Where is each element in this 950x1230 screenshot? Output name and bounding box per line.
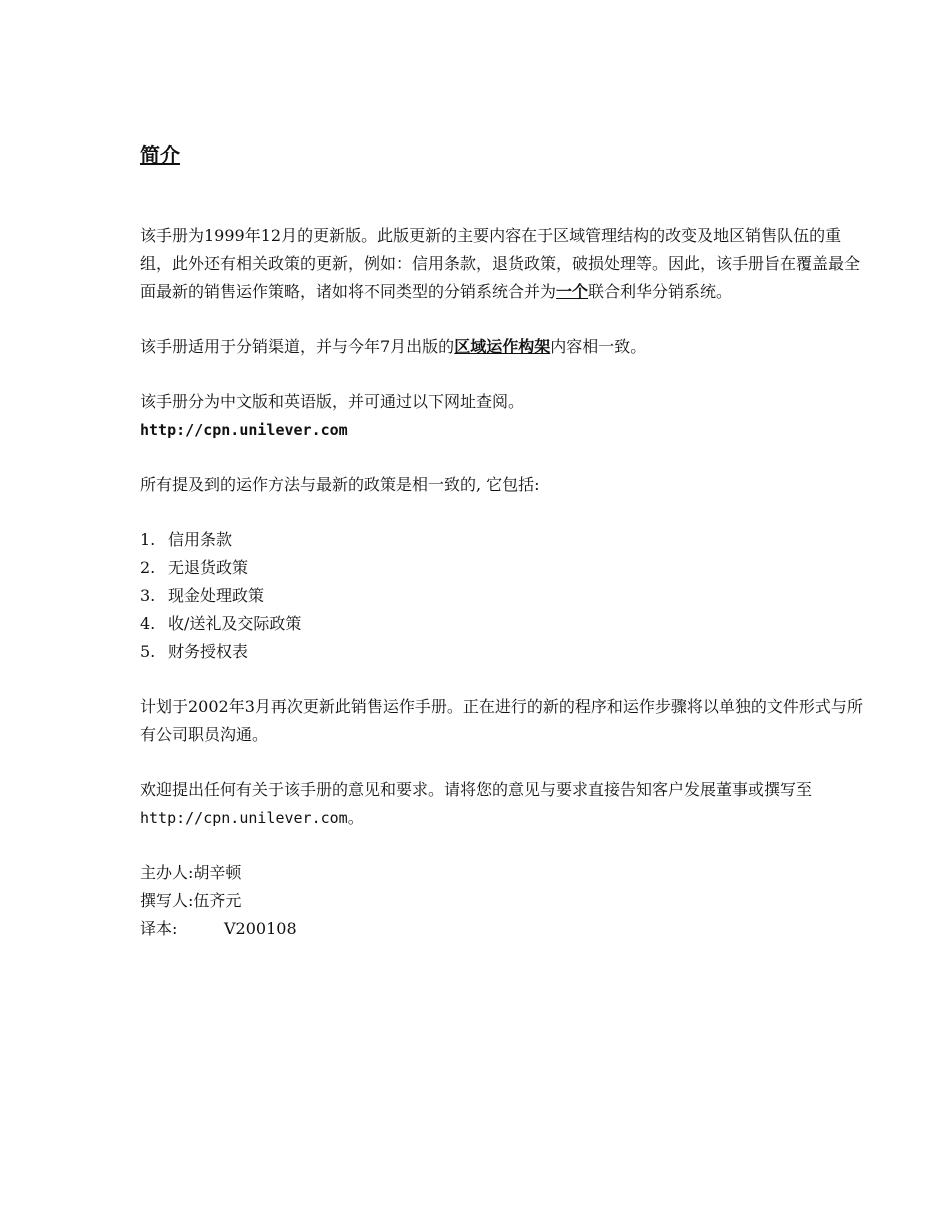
scope-paragraph <box>140 333 865 361</box>
list-item-number: 4. <box>140 614 156 633</box>
list-item-label: 收/送礼及交际政策 <box>168 614 302 633</box>
writer-line <box>140 887 865 915</box>
feedback-text: 欢迎提出任何有关于该手册的意见和要求。请将您的意见与要求直接告知客户发展董事或撰写至 <box>140 780 813 799</box>
update-plan-paragraph: 计划于2002年3月再次更新此销售运作手册。正在进行的新的程序和运作步骤将以单独的文件形式与所有公司职员沟通。 <box>140 697 863 744</box>
intro-text-end: 联合利华分销系统。 <box>588 282 733 301</box>
list-item-number: 3. <box>140 586 156 605</box>
feedback-paragraph <box>140 776 865 832</box>
list-item-label: 无退货政策 <box>168 558 249 577</box>
sponsor-label: 主办人: <box>140 863 194 882</box>
policy-list <box>140 526 865 666</box>
list-item-number: 5. <box>140 642 156 661</box>
list-item <box>140 554 865 582</box>
regional-framework-link[interactable]: 区域运作构架 <box>454 337 551 356</box>
intro-text: 该手册为1999年12月的更新版。此版更新的主要内容在于区域管理结构的改变及地区销售队伍的重组，此外还有相关政策的更新，例如：信用条款，退货政策，破损处理等。因此，该手册旨在覆盖最全面最新的销售运作策略，诸如将不同类型的分销系统合并为 <box>140 226 861 301</box>
sponsor-line <box>140 859 865 887</box>
page-title: 简介 <box>140 143 180 167</box>
list-item-label: 信用条款 <box>168 530 233 549</box>
sponsor-name: 胡辛顿 <box>193 863 242 882</box>
list-item <box>140 526 865 554</box>
scope-text: 该手册适用于分销渠道，并与今年7月出版的 <box>140 337 455 356</box>
feedback-text-end: 。 <box>347 808 364 827</box>
list-item <box>140 638 865 666</box>
list-item <box>140 582 865 610</box>
writer-label: 撰写人: <box>140 891 194 910</box>
intro-paragraph <box>140 222 865 306</box>
version-value: V200108 <box>224 919 297 938</box>
access-paragraph <box>140 388 865 444</box>
access-text: 该手册分为中文版和英语版，并可通过以下网址查阅。 <box>140 392 525 411</box>
website-link[interactable]: http://cpn.unilever.com <box>140 421 348 439</box>
list-item-label: 现金处理政策 <box>168 586 265 605</box>
scope-text-end: 内容相一致。 <box>550 337 647 356</box>
document-meta <box>140 859 865 943</box>
document-page <box>140 138 865 943</box>
writer-name: 伍齐元 <box>193 891 242 910</box>
list-item-number: 1. <box>140 530 156 549</box>
list-item-number: 2. <box>140 558 156 577</box>
version-line <box>140 915 865 943</box>
feedback-website-link[interactable]: http://cpn.unilever.com <box>140 809 348 827</box>
list-item-label: 财务授权表 <box>168 642 249 661</box>
version-label: 译本: <box>140 919 178 938</box>
list-item <box>140 610 865 638</box>
policies-intro: 所有提及到的运作方法与最新的政策是相一致的, 它包括: <box>140 475 540 494</box>
intro-emphasis: 一个 <box>556 282 589 301</box>
